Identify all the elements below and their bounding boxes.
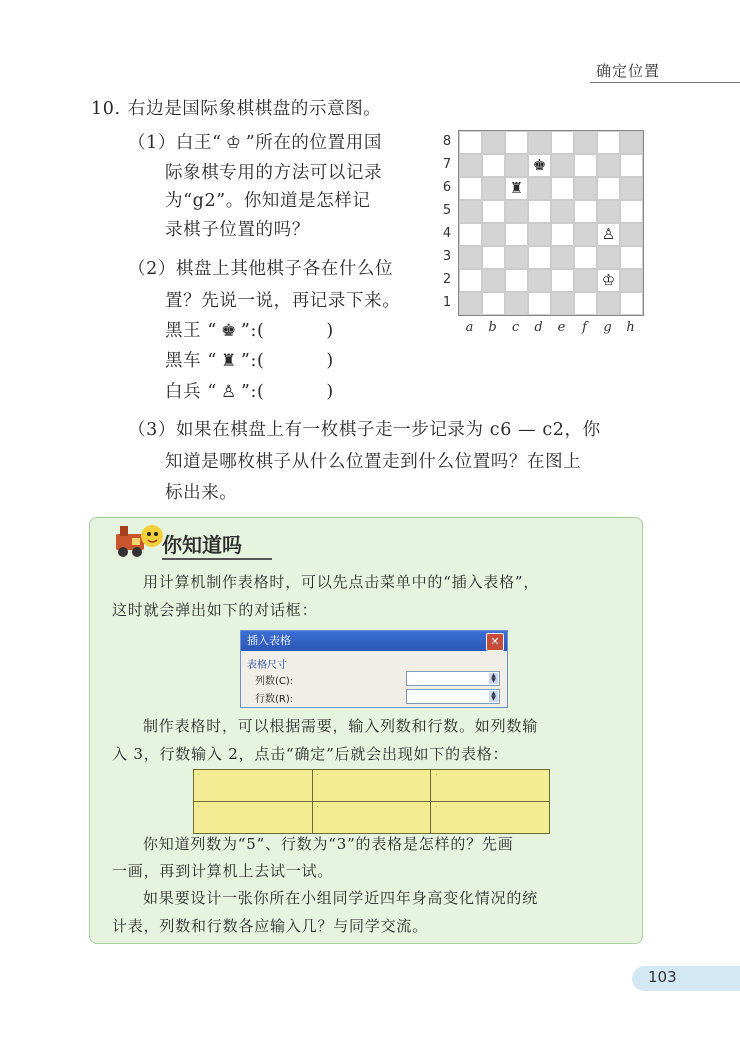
board-square-h5[interactable] [620, 200, 643, 223]
board-square-e6[interactable] [551, 177, 574, 200]
board-square-e3[interactable] [551, 246, 574, 269]
board-square-d2[interactable] [528, 269, 551, 292]
info-p4-line1: 如果要设计一张你所在小组同学近四年身高变化情况的统 [143, 889, 539, 907]
file-label: d [534, 320, 543, 335]
q2-line2: 置？先说一说，再记录下来。 [165, 291, 401, 311]
board-square-f1[interactable] [574, 292, 597, 315]
open-quote: “ [207, 351, 217, 371]
rank-label: 2 [442, 272, 452, 287]
board-square-g8[interactable] [597, 131, 620, 154]
board-square-b4[interactable] [482, 223, 505, 246]
info-p1-line1: 用计算机制作表格时，可以先点击菜单中的“插入表格”， [143, 573, 540, 591]
title-underline [162, 558, 272, 560]
rows-field[interactable] [406, 689, 500, 704]
board-square-g3[interactable] [597, 246, 620, 269]
q2-line1: （2）棋盘上其他棋子各在什么位 [128, 259, 394, 279]
board-square-e1[interactable] [551, 292, 574, 315]
board-square-b1[interactable] [482, 292, 505, 315]
board-square-a2[interactable] [459, 269, 482, 292]
info-p1-line2: 这时就会弹出如下的对话框： [112, 601, 318, 619]
board-square-g5[interactable] [597, 200, 620, 223]
file-label: g [603, 320, 612, 335]
columns-label: 列数(C): [255, 676, 294, 687]
rank-label: 5 [442, 203, 452, 218]
table-cell: · [194, 802, 313, 834]
columns-field[interactable] [406, 671, 500, 686]
black-king-icon[interactable]: ♚ [532, 156, 547, 174]
file-label: f [582, 320, 587, 335]
rank-label: 1 [442, 295, 452, 310]
q1-line4: 录棋子位置的吗？ [165, 220, 310, 240]
rank-label: 4 [442, 226, 452, 241]
q2-item-black-king [165, 318, 334, 344]
chessboard [458, 130, 644, 316]
board-square-a6[interactable] [459, 177, 482, 200]
q2-item-label: 黑王 [165, 321, 202, 341]
board-square-e8[interactable] [551, 131, 574, 154]
board-square-f4[interactable] [574, 223, 597, 246]
q1-line1 [128, 130, 382, 156]
close-paren: ) [326, 382, 334, 402]
page-number: 103 [648, 968, 677, 986]
board-square-c3[interactable] [505, 246, 528, 269]
info-p3-line1: 你知道列数为“5”、行数为“3”的表格是怎样的？先画 [143, 835, 514, 853]
board-square-g2[interactable] [597, 269, 620, 292]
q3-line2: 知道是哪枚棋子从什么位置走到什么位置吗？在图上 [165, 452, 582, 472]
file-label: c [511, 320, 520, 335]
board-square-f2[interactable] [574, 269, 597, 292]
board-square-h6[interactable] [620, 177, 643, 200]
board-square-c4[interactable] [505, 223, 528, 246]
info-p2-line2: 入 3，行数输入 2，点击“确定”后就会出现如下的表格： [112, 745, 509, 763]
board-square-h1[interactable] [620, 292, 643, 315]
board-square-d7[interactable] [528, 154, 551, 177]
table-cell: · [431, 770, 550, 802]
board-square-e5[interactable] [551, 200, 574, 223]
close-quote-colon: ”:( [240, 321, 265, 341]
board-square-d6[interactable] [528, 177, 551, 200]
white-king-icon: ♔ [225, 133, 242, 153]
open-quote: “ [207, 382, 217, 402]
board-square-g1[interactable] [597, 292, 620, 315]
q2-item-label: 黑车 [165, 351, 202, 371]
info-p2-line1: 制作表格时，可以根据需要，输入列数和行数。如列数输 [143, 717, 539, 735]
black-king-icon: ♚ [221, 321, 237, 341]
board-square-c2[interactable] [505, 269, 528, 292]
board-square-h2[interactable] [620, 269, 643, 292]
table-cell: · [194, 770, 313, 802]
example-table [193, 769, 550, 834]
black-rook-icon[interactable]: ♜ [509, 179, 524, 197]
board-square-a8[interactable] [459, 131, 482, 154]
spinner-icon[interactable]: ▲ ▼ [489, 691, 498, 702]
info-p4-line2: 计表，列数和行数各应输入几？与同学交流。 [112, 917, 429, 935]
board-square-h3[interactable] [620, 246, 643, 269]
rank-label: 3 [442, 249, 452, 264]
info-p3-line2: 一画，再到计算机上去试一试。 [112, 862, 334, 880]
board-square-g4[interactable] [597, 223, 620, 246]
board-square-f8[interactable] [574, 131, 597, 154]
table-cell: · [431, 802, 550, 834]
board-square-e4[interactable] [551, 223, 574, 246]
q1-line2: 际象棋专用的方法可以记录 [165, 163, 383, 183]
white-king-icon[interactable]: ♔ [601, 271, 616, 289]
problem-intro: 右边是国际象棋棋盘的示意图。 [128, 99, 382, 119]
rows-label: 行数(R): [255, 694, 294, 705]
board-square-c5[interactable] [505, 200, 528, 223]
board-square-d5[interactable] [528, 200, 551, 223]
file-label: e [557, 320, 566, 335]
dialog-group-label: 表格尺寸 [247, 660, 287, 671]
q2-item-white-pawn [165, 379, 334, 405]
open-quote: “ [207, 321, 217, 341]
train-mascot-icon [112, 520, 164, 560]
board-square-f7[interactable] [574, 154, 597, 177]
board-square-a4[interactable] [459, 223, 482, 246]
spinner-icon[interactable]: ▲ ▼ [489, 673, 498, 684]
rank-label: 6 [442, 180, 452, 195]
insert-table-dialog [240, 630, 508, 708]
board-square-e2[interactable] [551, 269, 574, 292]
board-square-h4[interactable] [620, 223, 643, 246]
board-square-c7[interactable] [505, 154, 528, 177]
close-quote-colon: ”:( [240, 382, 265, 402]
board-square-d8[interactable] [528, 131, 551, 154]
table-cell: · [312, 802, 431, 834]
board-square-g7[interactable] [597, 154, 620, 177]
problem-number: 10. [91, 99, 121, 119]
info-box-title: 你知道吗 [162, 533, 242, 557]
board-square-b8[interactable] [482, 131, 505, 154]
file-label: h [626, 320, 635, 335]
board-square-a1[interactable] [459, 292, 482, 315]
q3-line3: 标出来。 [165, 483, 238, 503]
board-square-d3[interactable] [528, 246, 551, 269]
board-square-e7[interactable] [551, 154, 574, 177]
board-square-b5[interactable] [482, 200, 505, 223]
board-square-d4[interactable] [528, 223, 551, 246]
section-title: 确定位置 [596, 62, 661, 80]
board-square-h8[interactable] [620, 131, 643, 154]
header-rule [590, 82, 740, 83]
board-square-a3[interactable] [459, 246, 482, 269]
close-quote-colon: ”:( [240, 351, 265, 371]
q1-line3: 为“g2”。你知道是怎样记 [165, 191, 371, 211]
white-pawn-icon[interactable]: ♙ [601, 225, 616, 243]
board-square-a5[interactable] [459, 200, 482, 223]
board-square-c6[interactable] [505, 177, 528, 200]
board-square-f3[interactable] [574, 246, 597, 269]
board-square-c8[interactable] [505, 131, 528, 154]
q2-item-label: 白兵 [165, 382, 202, 402]
rank-label: 8 [442, 134, 452, 149]
black-rook-icon: ♜ [221, 351, 237, 371]
q2-item-black-rook [165, 348, 334, 374]
close-paren: ) [326, 321, 334, 341]
rank-label: 7 [442, 157, 452, 172]
q3-line1: （3）如果在棋盘上有一枚棋子走一步记录为 c6 — c2，你 [128, 420, 601, 440]
board-square-a7[interactable] [459, 154, 482, 177]
board-square-f5[interactable] [574, 200, 597, 223]
close-icon[interactable]: ✕ [486, 633, 504, 651]
board-square-b7[interactable] [482, 154, 505, 177]
table-cell: · [312, 770, 431, 802]
board-square-b6[interactable] [482, 177, 505, 200]
board-square-g6[interactable] [597, 177, 620, 200]
board-square-b2[interactable] [482, 269, 505, 292]
close-paren: ) [326, 351, 334, 371]
board-square-d1[interactable] [528, 292, 551, 315]
dialog-title: 插入表格 [241, 631, 507, 651]
board-square-b3[interactable] [482, 246, 505, 269]
board-square-h7[interactable] [620, 154, 643, 177]
white-pawn-icon: ♙ [221, 382, 237, 402]
q1-line1-pre: （1）白王“ [128, 133, 222, 153]
board-square-f6[interactable] [574, 177, 597, 200]
q1-line1-post: ”所在的位置用国 [245, 133, 382, 153]
file-label: b [488, 320, 497, 335]
file-label: a [465, 320, 474, 335]
board-square-c1[interactable] [505, 292, 528, 315]
